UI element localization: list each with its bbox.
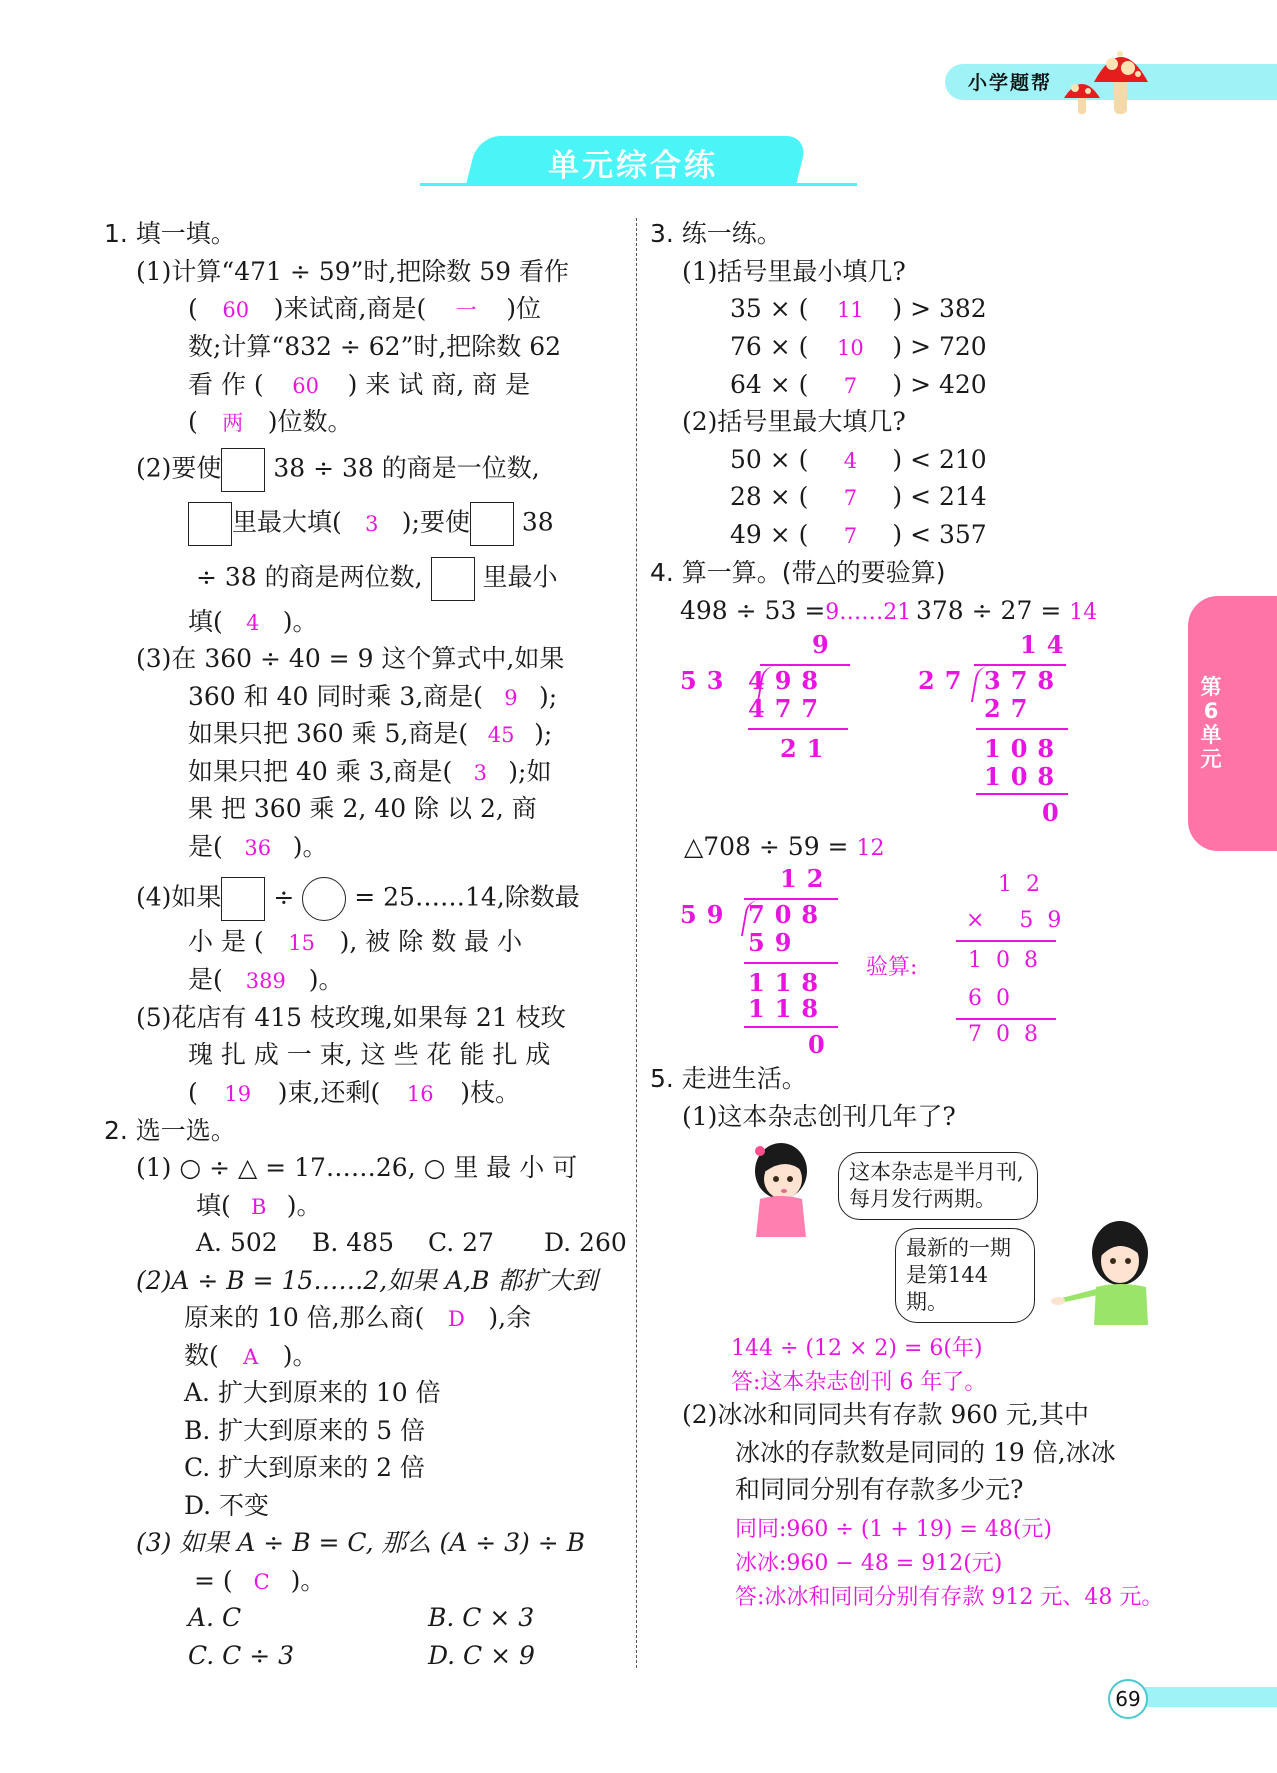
blank-square	[221, 448, 265, 492]
answer-blank: 16	[406, 1082, 434, 1106]
q5-part1-solution: 144 ÷ (12 × 2) = 6(年)	[731, 1336, 983, 1361]
check-label: 验算:	[866, 955, 918, 980]
option-d[interactable]: D. C × 9	[428, 1641, 535, 1670]
q3-row: 50 × ( 4 ) < 210	[730, 445, 987, 474]
option-c[interactable]: C. 27	[428, 1228, 494, 1257]
girl-pointing-illustration	[1050, 1215, 1160, 1325]
answer-blank: 两	[222, 411, 244, 435]
q5-part1-answer: 答:这本杂志创刊 6 年了。	[731, 1370, 987, 1395]
q3-row: 64 × ( 7 ) > 420	[730, 370, 987, 399]
q3-row: 49 × ( 7 ) < 357	[730, 520, 987, 549]
option-d[interactable]: D. 不变	[184, 1491, 270, 1520]
q4-expr-1: 498 ÷ 53 =9……21	[680, 596, 912, 625]
q5-part2-step1: 同同:960 ÷ (1 + 19) = 48(元)	[735, 1517, 1052, 1542]
blank-circle	[302, 877, 346, 921]
answer-blank: 3	[365, 511, 379, 536]
option-a[interactable]: A. 502	[196, 1228, 278, 1257]
option-b[interactable]: B. C × 3	[428, 1603, 535, 1632]
answer-blank: 3	[473, 761, 487, 785]
brand-label: 小学题帮	[968, 72, 1053, 94]
answer-blank: 45	[487, 723, 515, 747]
q4-expr-2: 378 ÷ 27 = 14	[916, 596, 1098, 625]
q2-heading: 2. 选一选。	[104, 1116, 236, 1145]
answer-blank: 一	[455, 298, 477, 322]
blank-square	[470, 502, 514, 546]
speech-bubble-2: 最新的一期 是第144期。	[895, 1228, 1035, 1323]
option-d[interactable]: D. 260	[544, 1228, 627, 1257]
answer-blank: 15	[288, 931, 316, 955]
blank-square	[221, 877, 265, 921]
large-mushroom-icon	[1092, 46, 1150, 116]
answer-blank: 19	[224, 1082, 252, 1106]
q1-heading: 1. 填一填。	[104, 219, 236, 248]
section-title: 单元综合练	[548, 148, 718, 184]
column-divider	[636, 218, 637, 1668]
answer-blank: 389	[245, 969, 286, 993]
q3-row: 76 × ( 10 ) > 720	[730, 332, 987, 361]
q5-heading: 5. 走进生活。	[650, 1064, 807, 1093]
q5-part2-answer: 答:冰冰和同同分别有存款 912 元、48 元。	[735, 1585, 1164, 1610]
q5-part1-title: (1)这本杂志创刊几年了?	[682, 1102, 956, 1131]
answer-blank: B	[251, 1195, 267, 1219]
q3-row: 35 × ( 11 ) > 382	[730, 294, 987, 323]
answer-blank: 4	[246, 611, 260, 635]
option-c[interactable]: C. 扩大到原来的 2 倍	[184, 1453, 425, 1482]
page-number: 69	[1108, 1679, 1148, 1719]
answer-blank: 60	[292, 374, 320, 398]
answer-blank: D	[447, 1307, 465, 1331]
blank-square	[431, 557, 475, 601]
unit-side-tab-label: 第 6 单 元	[1200, 675, 1222, 771]
girl-thinking-illustration	[746, 1137, 816, 1237]
option-a[interactable]: A. C	[188, 1603, 242, 1632]
answer-blank: 36	[244, 836, 272, 860]
q4-heading: 4. 算一算。(带△的要验算)	[650, 558, 946, 587]
speech-bubble-1: 这本杂志是半月刊, 每月发行两期。	[838, 1152, 1038, 1220]
blank-square	[188, 502, 232, 546]
q3-heading: 3. 练一练。	[650, 219, 782, 248]
q3-part2-title: (2)括号里最大填几?	[682, 407, 906, 436]
q3-row: 28 × ( 7 ) < 214	[730, 482, 987, 511]
q5-part2-step2: 冰冰:960 − 48 = 912(元)	[735, 1551, 1003, 1576]
q3-part1-title: (1)括号里最小填几?	[682, 257, 906, 286]
answer-blank: A	[243, 1345, 259, 1369]
answer-blank: C	[253, 1570, 270, 1594]
q4-expr-3: △708 ÷ 59 = 12	[684, 832, 885, 861]
option-a[interactable]: A. 扩大到原来的 10 倍	[184, 1378, 441, 1407]
option-b[interactable]: B. 485	[312, 1228, 394, 1257]
answer-blank: 9	[504, 686, 518, 710]
answer-blank: 60	[222, 298, 250, 322]
option-b[interactable]: B. 扩大到原来的 5 倍	[184, 1416, 426, 1445]
option-c[interactable]: C. C ÷ 3	[188, 1641, 295, 1670]
